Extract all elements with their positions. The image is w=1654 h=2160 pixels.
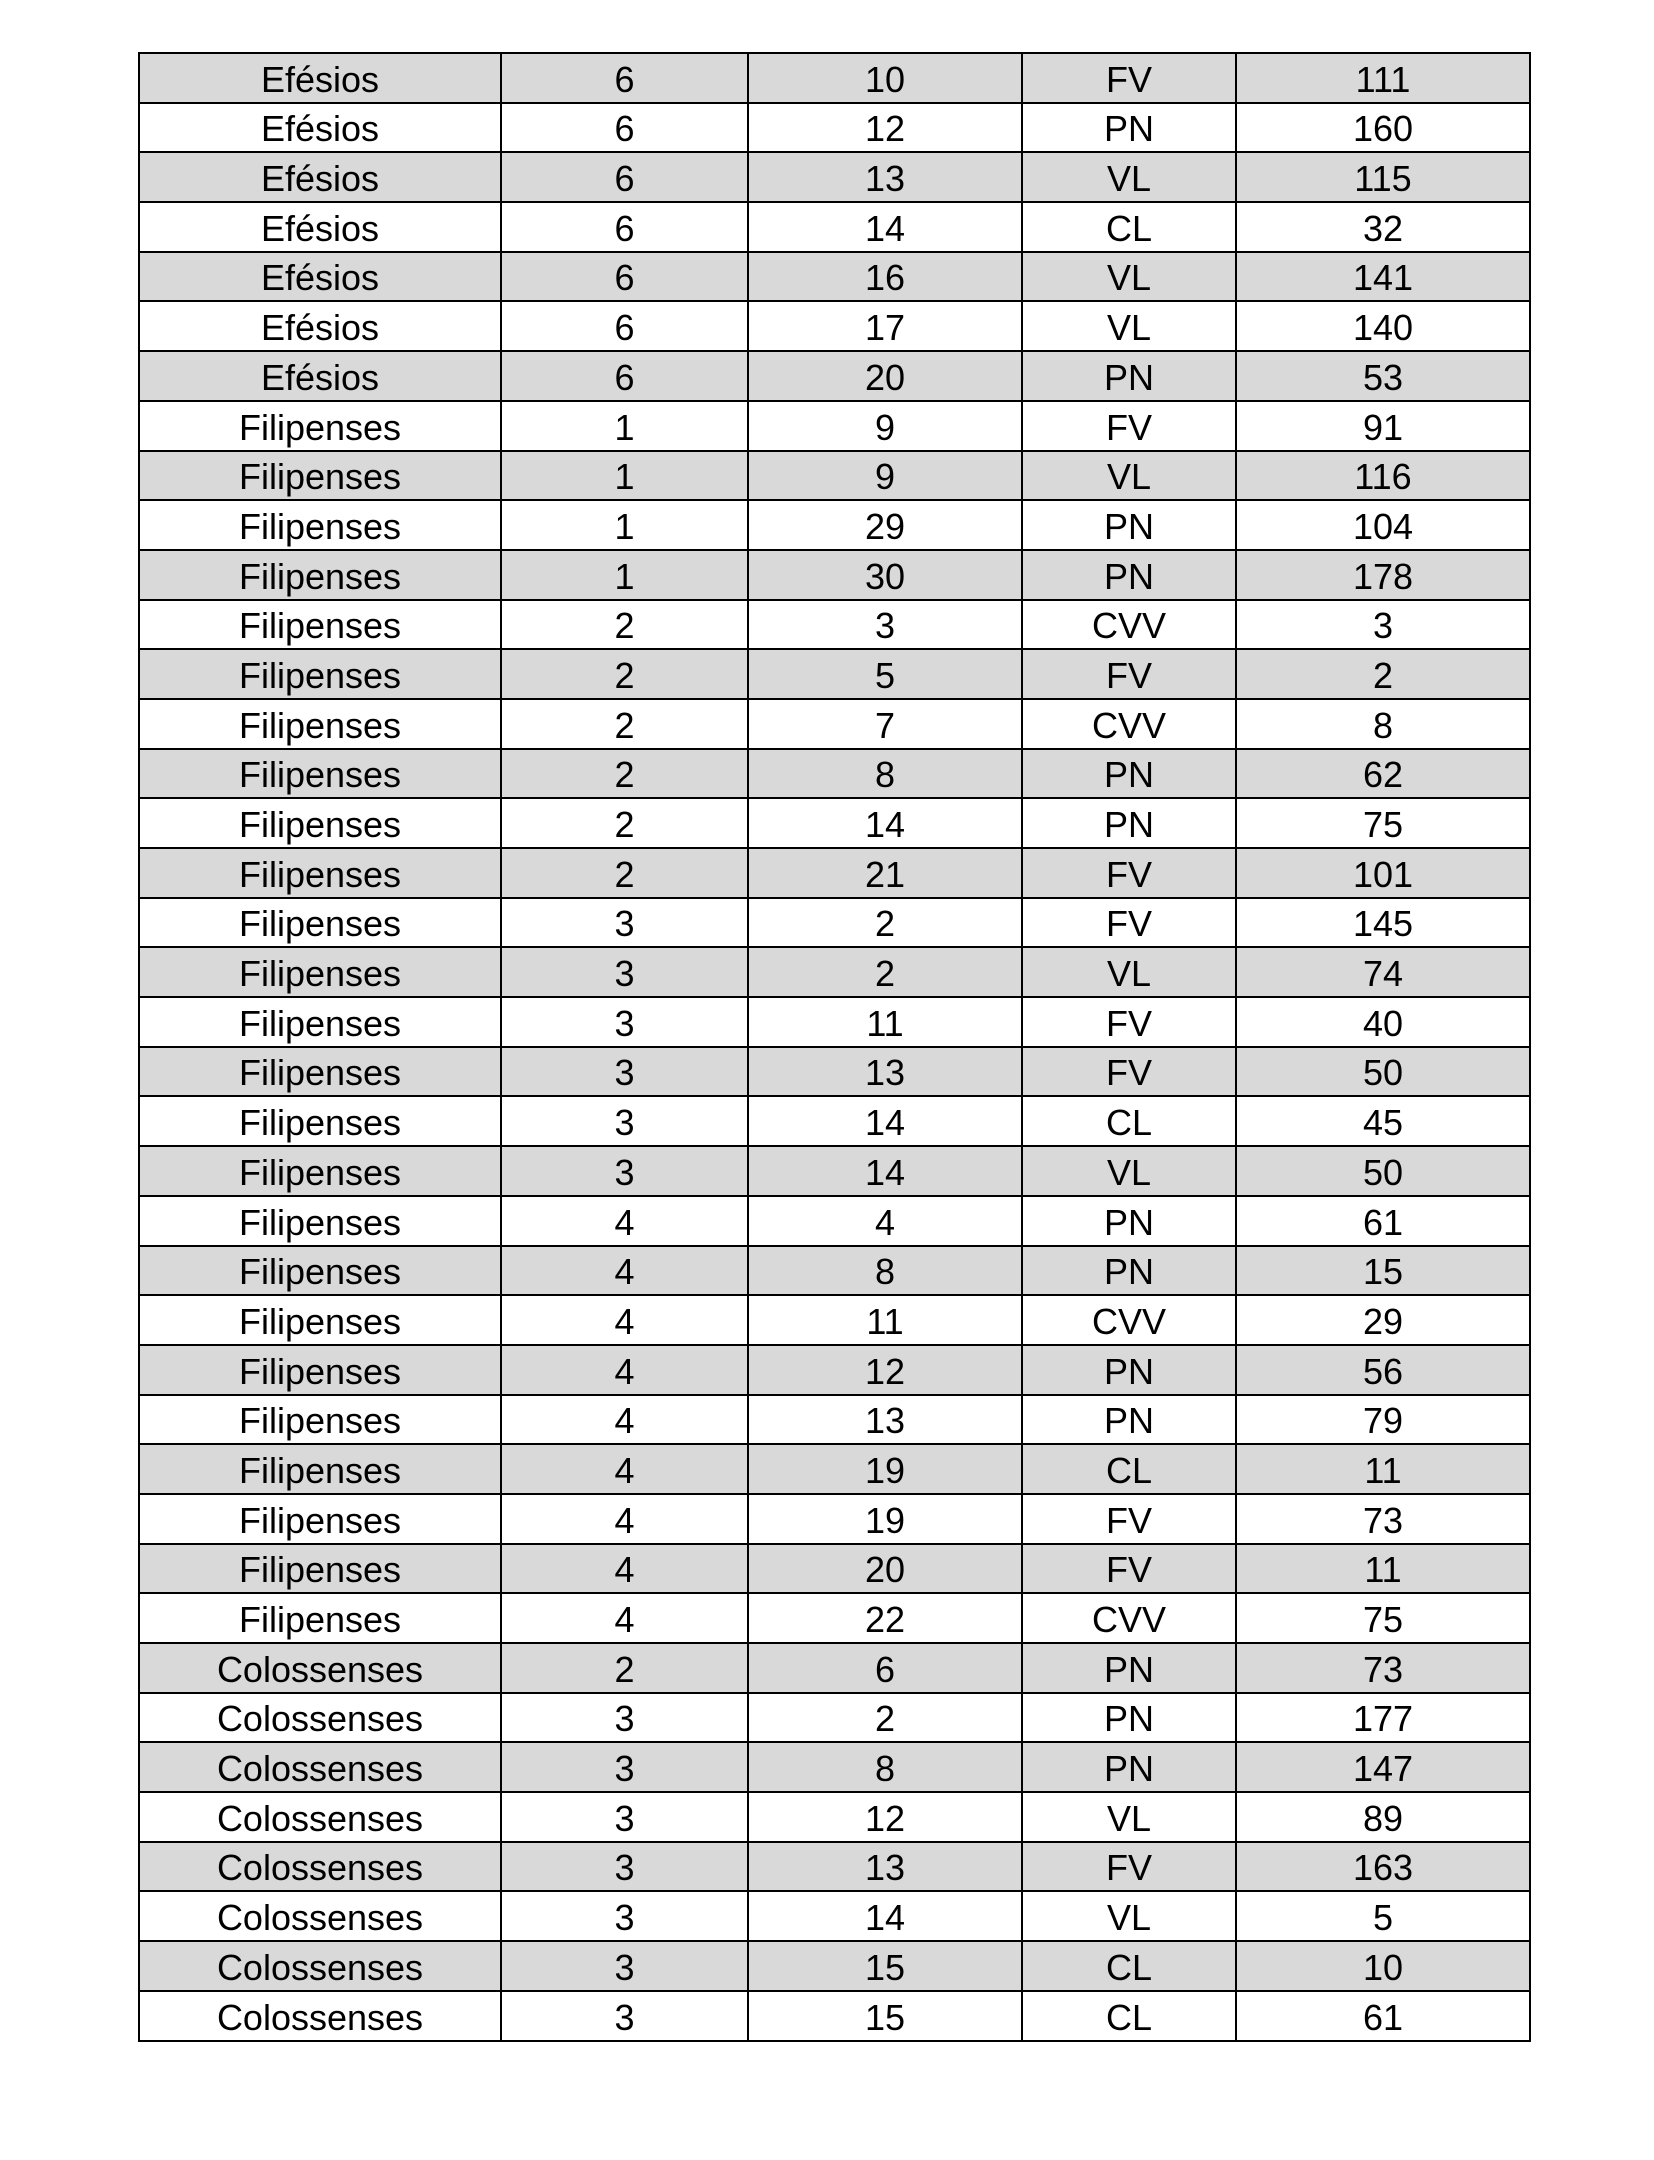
number-cell: 75 [1236,798,1530,848]
verse-cell: 13 [748,1395,1022,1445]
chapter-cell: 3 [501,1941,748,1991]
category-cell: PN [1022,1742,1236,1792]
book-cell: Filipenses [139,1593,501,1643]
category-cell: CL [1022,1444,1236,1494]
category-cell: FV [1022,53,1236,103]
chapter-cell: 3 [501,1096,748,1146]
book-cell: Filipenses [139,550,501,600]
table-row [139,1395,1530,1445]
book-cell: Efésios [139,103,501,153]
table-row [139,451,1530,501]
table-row [139,1494,1530,1544]
chapter-cell: 3 [501,1842,748,1892]
category-cell: PN [1022,1345,1236,1395]
number-cell: 53 [1236,351,1530,401]
chapter-cell: 4 [501,1444,748,1494]
book-cell: Filipenses [139,1345,501,1395]
number-cell: 32 [1236,202,1530,252]
table-row [139,103,1530,153]
table-row [139,649,1530,699]
verse-cell: 20 [748,351,1022,401]
book-cell: Filipenses [139,600,501,650]
chapter-cell: 3 [501,1693,748,1743]
book-cell: Filipenses [139,699,501,749]
number-cell: 145 [1236,898,1530,948]
category-cell: VL [1022,152,1236,202]
chapter-cell: 6 [501,351,748,401]
book-cell: Filipenses [139,947,501,997]
verse-cell: 2 [748,947,1022,997]
table-body [139,53,1530,2041]
book-cell: Filipenses [139,1444,501,1494]
book-cell: Filipenses [139,1295,501,1345]
category-cell: FV [1022,1544,1236,1594]
category-cell: VL [1022,1891,1236,1941]
chapter-cell: 3 [501,947,748,997]
table-row [139,53,1530,103]
chapter-cell: 3 [501,1146,748,1196]
chapter-cell: 4 [501,1544,748,1594]
book-cell: Filipenses [139,1544,501,1594]
chapter-cell: 2 [501,749,748,799]
category-cell: PN [1022,1693,1236,1743]
verse-cell: 9 [748,401,1022,451]
chapter-cell: 6 [501,103,748,153]
book-cell: Efésios [139,53,501,103]
chapter-cell: 6 [501,152,748,202]
number-cell: 147 [1236,1742,1530,1792]
table-row [139,699,1530,749]
chapter-cell: 3 [501,997,748,1047]
book-cell: Colossenses [139,1643,501,1693]
verse-cell: 19 [748,1444,1022,1494]
book-cell: Colossenses [139,1991,501,2041]
category-cell: PN [1022,749,1236,799]
book-cell: Efésios [139,152,501,202]
category-cell: FV [1022,848,1236,898]
verse-cell: 2 [748,1693,1022,1743]
number-cell: 40 [1236,997,1530,1047]
verse-cell: 8 [748,1246,1022,1296]
table-row [139,152,1530,202]
verse-cell: 17 [748,301,1022,351]
category-cell: PN [1022,1196,1236,1246]
verse-cell: 11 [748,997,1022,1047]
chapter-cell: 3 [501,898,748,948]
category-cell: PN [1022,1246,1236,1296]
category-cell: CVV [1022,1295,1236,1345]
book-cell: Filipenses [139,649,501,699]
number-cell: 11 [1236,1544,1530,1594]
verse-cell: 13 [748,1842,1022,1892]
verse-cell: 7 [748,699,1022,749]
chapter-cell: 3 [501,1891,748,1941]
book-cell: Filipenses [139,898,501,948]
chapter-cell: 1 [501,401,748,451]
verse-cell: 13 [748,1047,1022,1097]
verse-cell: 14 [748,1096,1022,1146]
category-cell: CL [1022,1941,1236,1991]
number-cell: 73 [1236,1643,1530,1693]
chapter-cell: 3 [501,1792,748,1842]
table-row [139,550,1530,600]
number-cell: 74 [1236,947,1530,997]
number-cell: 56 [1236,1345,1530,1395]
verse-cell: 16 [748,252,1022,302]
category-cell: FV [1022,401,1236,451]
number-cell: 61 [1236,1991,1530,2041]
table-row [139,1941,1530,1991]
number-cell: 5 [1236,1891,1530,1941]
category-cell: CVV [1022,1593,1236,1643]
category-cell: FV [1022,1842,1236,1892]
table-row [139,1643,1530,1693]
table-row [139,1693,1530,1743]
number-cell: 75 [1236,1593,1530,1643]
table-row [139,1742,1530,1792]
book-cell: Filipenses [139,401,501,451]
category-cell: FV [1022,649,1236,699]
book-cell: Filipenses [139,1246,501,1296]
verse-cell: 15 [748,1991,1022,2041]
chapter-cell: 4 [501,1196,748,1246]
verse-cell: 29 [748,500,1022,550]
book-cell: Efésios [139,351,501,401]
number-cell: 73 [1236,1494,1530,1544]
chapter-cell: 2 [501,1643,748,1693]
table-row [139,1444,1530,1494]
book-cell: Filipenses [139,451,501,501]
table-row [139,997,1530,1047]
category-cell: PN [1022,103,1236,153]
table-row [139,947,1530,997]
book-cell: Filipenses [139,997,501,1047]
verse-cell: 12 [748,1345,1022,1395]
category-cell: VL [1022,252,1236,302]
verse-cell: 12 [748,1792,1022,1842]
category-cell: CL [1022,202,1236,252]
table-row [139,848,1530,898]
book-cell: Filipenses [139,749,501,799]
number-cell: 115 [1236,152,1530,202]
table-row [139,898,1530,948]
verse-cell: 8 [748,749,1022,799]
category-cell: CL [1022,1991,1236,2041]
number-cell: 177 [1236,1693,1530,1743]
table-row [139,401,1530,451]
number-cell: 141 [1236,252,1530,302]
book-cell: Filipenses [139,848,501,898]
number-cell: 160 [1236,103,1530,153]
chapter-cell: 6 [501,301,748,351]
number-cell: 104 [1236,500,1530,550]
book-cell: Colossenses [139,1941,501,1991]
category-cell: VL [1022,1146,1236,1196]
table-row [139,798,1530,848]
number-cell: 178 [1236,550,1530,600]
verse-cell: 14 [748,202,1022,252]
book-cell: Efésios [139,301,501,351]
table-row [139,301,1530,351]
number-cell: 45 [1236,1096,1530,1146]
chapter-cell: 2 [501,798,748,848]
number-cell: 91 [1236,401,1530,451]
chapter-cell: 1 [501,500,748,550]
number-cell: 101 [1236,848,1530,898]
table-row [139,1593,1530,1643]
verse-cell: 12 [748,103,1022,153]
chapter-cell: 4 [501,1593,748,1643]
table-row [139,1544,1530,1594]
book-cell: Colossenses [139,1742,501,1792]
number-cell: 3 [1236,600,1530,650]
book-cell: Filipenses [139,1395,501,1445]
book-cell: Filipenses [139,1047,501,1097]
category-cell: PN [1022,1395,1236,1445]
chapter-cell: 3 [501,1742,748,1792]
category-cell: CVV [1022,600,1236,650]
book-cell: Filipenses [139,798,501,848]
book-cell: Filipenses [139,1146,501,1196]
number-cell: 140 [1236,301,1530,351]
chapter-cell: 4 [501,1395,748,1445]
verse-cell: 14 [748,798,1022,848]
table-row [139,202,1530,252]
chapter-cell: 3 [501,1047,748,1097]
category-cell: PN [1022,1643,1236,1693]
verse-cell: 19 [748,1494,1022,1544]
chapter-cell: 6 [501,252,748,302]
number-cell: 10 [1236,1941,1530,1991]
category-cell: PN [1022,798,1236,848]
verse-cell: 15 [748,1941,1022,1991]
table-row [139,1991,1530,2041]
book-cell: Efésios [139,252,501,302]
category-cell: PN [1022,351,1236,401]
book-cell: Filipenses [139,1196,501,1246]
verse-cell: 3 [748,600,1022,650]
verse-cell: 2 [748,898,1022,948]
number-cell: 89 [1236,1792,1530,1842]
table-row [139,1096,1530,1146]
verse-cell: 20 [748,1544,1022,1594]
category-cell: FV [1022,898,1236,948]
chapter-cell: 6 [501,202,748,252]
chapter-cell: 1 [501,550,748,600]
category-cell: VL [1022,947,1236,997]
verse-cell: 14 [748,1891,1022,1941]
book-cell: Filipenses [139,500,501,550]
number-cell: 2 [1236,649,1530,699]
chapter-cell: 4 [501,1345,748,1395]
category-cell: VL [1022,301,1236,351]
number-cell: 79 [1236,1395,1530,1445]
verse-cell: 14 [748,1146,1022,1196]
number-cell: 116 [1236,451,1530,501]
verse-cell: 11 [748,1295,1022,1345]
verse-cell: 6 [748,1643,1022,1693]
verse-cell: 21 [748,848,1022,898]
verse-cell: 8 [748,1742,1022,1792]
category-cell: FV [1022,997,1236,1047]
chapter-cell: 2 [501,600,748,650]
verse-cell: 10 [748,53,1022,103]
category-cell: PN [1022,500,1236,550]
table-row [139,1295,1530,1345]
number-cell: 50 [1236,1146,1530,1196]
chapter-cell: 4 [501,1494,748,1544]
book-cell: Colossenses [139,1891,501,1941]
table-row [139,500,1530,550]
data-table [138,52,1531,2042]
table-row [139,1345,1530,1395]
category-cell: VL [1022,451,1236,501]
chapter-cell: 3 [501,1991,748,2041]
table-row [139,1246,1530,1296]
number-cell: 29 [1236,1295,1530,1345]
number-cell: 111 [1236,53,1530,103]
table-row [139,1146,1530,1196]
number-cell: 8 [1236,699,1530,749]
book-cell: Colossenses [139,1792,501,1842]
book-cell: Colossenses [139,1693,501,1743]
verse-cell: 13 [748,152,1022,202]
category-cell: CVV [1022,699,1236,749]
chapter-cell: 6 [501,53,748,103]
category-cell: VL [1022,1792,1236,1842]
table-row [139,1792,1530,1842]
book-cell: Colossenses [139,1842,501,1892]
category-cell: FV [1022,1494,1236,1544]
chapter-cell: 4 [501,1246,748,1296]
book-cell: Filipenses [139,1096,501,1146]
number-cell: 15 [1236,1246,1530,1296]
table-row [139,351,1530,401]
chapter-cell: 2 [501,699,748,749]
category-cell: PN [1022,550,1236,600]
chapter-cell: 2 [501,649,748,699]
chapter-cell: 1 [501,451,748,501]
book-cell: Efésios [139,202,501,252]
table-row [139,252,1530,302]
category-cell: CL [1022,1096,1236,1146]
number-cell: 61 [1236,1196,1530,1246]
chapter-cell: 4 [501,1295,748,1345]
number-cell: 163 [1236,1842,1530,1892]
number-cell: 50 [1236,1047,1530,1097]
number-cell: 11 [1236,1444,1530,1494]
verse-cell: 4 [748,1196,1022,1246]
verse-cell: 22 [748,1593,1022,1643]
table-row [139,1842,1530,1892]
table-row [139,1891,1530,1941]
chapter-cell: 2 [501,848,748,898]
number-cell: 62 [1236,749,1530,799]
category-cell: FV [1022,1047,1236,1097]
book-cell: Filipenses [139,1494,501,1544]
verse-cell: 30 [748,550,1022,600]
table-row [139,1047,1530,1097]
verse-cell: 9 [748,451,1022,501]
table-row [139,1196,1530,1246]
verse-cell: 5 [748,649,1022,699]
table-row [139,749,1530,799]
table-row [139,600,1530,650]
